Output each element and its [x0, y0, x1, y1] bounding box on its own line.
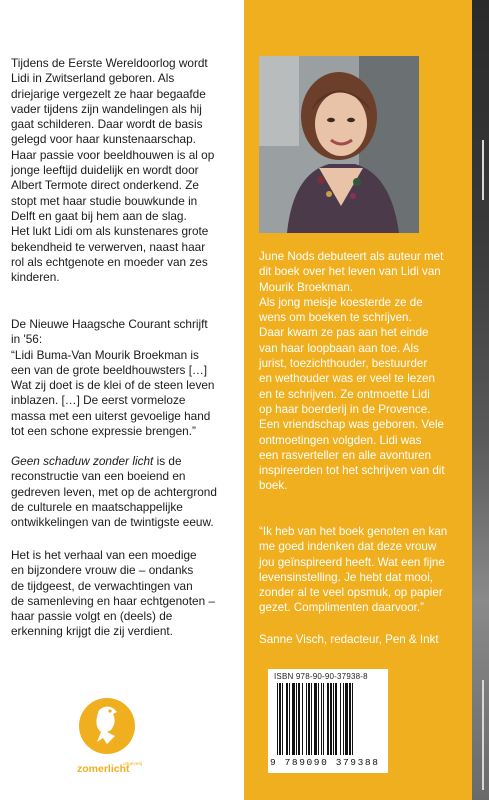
barcode-bar — [343, 683, 344, 755]
text-line: De Nieuwe Haagsche Courant schrijft — [11, 317, 208, 331]
barcode-bar — [308, 683, 310, 755]
barcode-icon — [277, 683, 381, 755]
text-line: June Nods debuteert als auteur met — [259, 250, 444, 263]
strip-highlight — [482, 140, 484, 200]
book-title-continuation: is de — [153, 454, 182, 468]
text-line: kinderen. — [11, 270, 60, 285]
text-line: Het lukt Lidi om als kunstenares grote — [11, 224, 209, 239]
author-portrait-image — [259, 56, 419, 233]
publisher-logo — [77, 692, 147, 778]
text-line: en te schrijven. Ze ontmoette Lidi — [259, 387, 430, 401]
text-line: driejarige vergezelt ze haar begaafde — [11, 86, 206, 101]
text-line: bekendheid te verwerven, naast haar — [11, 239, 206, 254]
text-line: van haar loopbaan aan toe. Als — [259, 341, 419, 355]
text-line: boek. — [259, 479, 288, 493]
text-line: levensinstelling. Je hebt dat mooi, — [259, 570, 434, 584]
text-line: Lidi in Zwitserland geboren. Als — [11, 71, 175, 86]
text-line: erkenning krijgt die zij verdient. — [11, 624, 173, 639]
text-line: jonge leeftijd duidelijk en wordt door — [11, 163, 199, 178]
text-line: Het is het verhaal van een moedige — [11, 548, 197, 562]
text-line: zonder al te veel opsmuk, op papier — [259, 586, 443, 600]
barcode-bar — [286, 683, 288, 755]
text-line: in '56: — [11, 332, 43, 347]
review-quote-paragraph — [259, 524, 473, 616]
barcode-bar — [327, 683, 329, 755]
review-attribution — [259, 632, 473, 647]
barcode-bar — [306, 683, 307, 755]
barcode-bar — [314, 683, 317, 755]
text-line: haar passie volgt en (deels) de — [11, 609, 173, 624]
text-line: en wethouder was er veel te lezen — [259, 372, 435, 386]
text-line: Een vriendschap was geboren. Vele — [259, 418, 444, 432]
barcode-bar — [345, 683, 348, 755]
intro-paragraph — [11, 56, 239, 285]
book-description-paragraph — [11, 454, 239, 530]
barcode-bar — [321, 683, 322, 755]
logo-wordmark: zomerlicht — [77, 763, 130, 775]
text-line: een van de grote beeldhouwsters […] — [11, 362, 208, 377]
text-line: gelegd voor haar kunstenaarschap. — [11, 132, 196, 147]
strip-highlight — [482, 680, 484, 790]
barcode-bar — [279, 683, 281, 755]
barcode-bar — [298, 683, 300, 755]
author-bio-paragraph — [259, 249, 473, 494]
newspaper-quote-paragraph — [11, 317, 239, 439]
text-line: inspireerden tot het schrijven van dit — [259, 464, 445, 478]
text-line: jurist, toezichthouder, bestuurder — [259, 357, 428, 371]
barcode-bar — [340, 683, 341, 755]
text-line: me goed indenken dat deze vrouw — [259, 540, 437, 554]
text-line: gaat schilderen. Daar wordt de basis — [11, 117, 203, 132]
attribution-text: Sanne Visch, redacteur, Pen & Inkt — [259, 633, 439, 646]
barcode-bar — [335, 683, 337, 755]
text-line: ontwikkelingen van de twintigste eeuw. — [11, 515, 214, 530]
barcode-bar — [330, 683, 332, 755]
barcode-bar — [333, 683, 334, 755]
text-line: gedreven leven, met op de achtergrond — [11, 484, 217, 499]
book-title: Geen schaduw zonder licht — [11, 454, 154, 468]
text-line: Wat zij doet is de klei of de steen leven — [11, 378, 215, 393]
text-line: gezet. Complimenten daarvoor.” — [259, 601, 424, 615]
barcode-bar — [352, 683, 353, 755]
barcode-bar — [302, 683, 303, 755]
text-line: tot een schone expressie brengen.” — [11, 424, 196, 439]
text-line: Haar passie voor beeldhouwen is al op — [11, 147, 215, 162]
text-line: op haar boerderij in de Provence. — [259, 402, 431, 416]
text-line: Als jong meisje koesterde ze de — [259, 295, 423, 309]
zomerlicht-logo-icon — [77, 692, 147, 778]
text-line: Daar kwam ze pas aan het einde — [259, 326, 429, 340]
text-line: reconstructie van een boeiend en — [11, 469, 186, 484]
barcode-bar — [292, 683, 295, 755]
text-line: ontmoetingen volgden. Lidi was — [259, 433, 422, 447]
text-line: rol als echtgenote en moeder van zes — [11, 254, 208, 269]
barcode-bar — [282, 683, 283, 755]
text-line: Delft en gaat bij hem aan de slag. — [11, 208, 187, 223]
barcode-bar — [296, 683, 297, 755]
text-line: en bijzondere vrouw die – ondanks — [11, 563, 194, 578]
text-line: “Lidi Buma-Van Mourik Broekman is — [11, 347, 199, 362]
text-line: “Ik heb van het boek genoten en kan — [259, 525, 448, 538]
barcode-bar — [311, 683, 312, 755]
isbn-label: ISBN 978-90-90-37938-8 — [274, 672, 368, 681]
text-line: inblazen. […] De eerst vormeloze — [11, 393, 186, 408]
author-portrait — [259, 56, 419, 233]
text-line: de samenleving en haar echtgenoten – — [11, 593, 215, 608]
barcode-bar — [318, 683, 319, 755]
text-line: de culturele en maatschappelijke — [11, 499, 183, 514]
logo-subtext: uitgeverij — [123, 762, 143, 767]
barcode-number: 9 789090 379388 — [270, 757, 380, 768]
text-line: de tijdgeest, de verwachtingen van — [11, 578, 193, 593]
text-line: jou geïnspireerd heeft. Wat een fijne — [259, 555, 445, 569]
text-line: stopt met haar studie bouwkunde in — [11, 193, 198, 208]
text-line: vader tijdens zijn wandelingen als hij — [11, 101, 202, 116]
story-summary-paragraph — [11, 548, 239, 640]
barcode-bar — [277, 683, 278, 755]
text-line: Mourik Broekman. — [259, 280, 354, 294]
barcode-bar — [349, 683, 351, 755]
barcode-bar — [289, 683, 290, 755]
spine-photo-strip — [472, 0, 489, 800]
text-line: Tijdens de Eerste Wereldoorlog wordt — [11, 56, 208, 70]
text-line: wens om boeken te schrijven. — [259, 311, 412, 325]
text-line: dit boek over het leven van Lidi van — [259, 265, 441, 279]
barcode-bar — [323, 683, 324, 755]
text-line: massa met een uiterst gevoelige hand — [11, 408, 211, 423]
text-line: Albert Termote direct onderkend. Ze — [11, 178, 199, 193]
text-line: een rasverteller en alle avonturen — [259, 448, 432, 462]
